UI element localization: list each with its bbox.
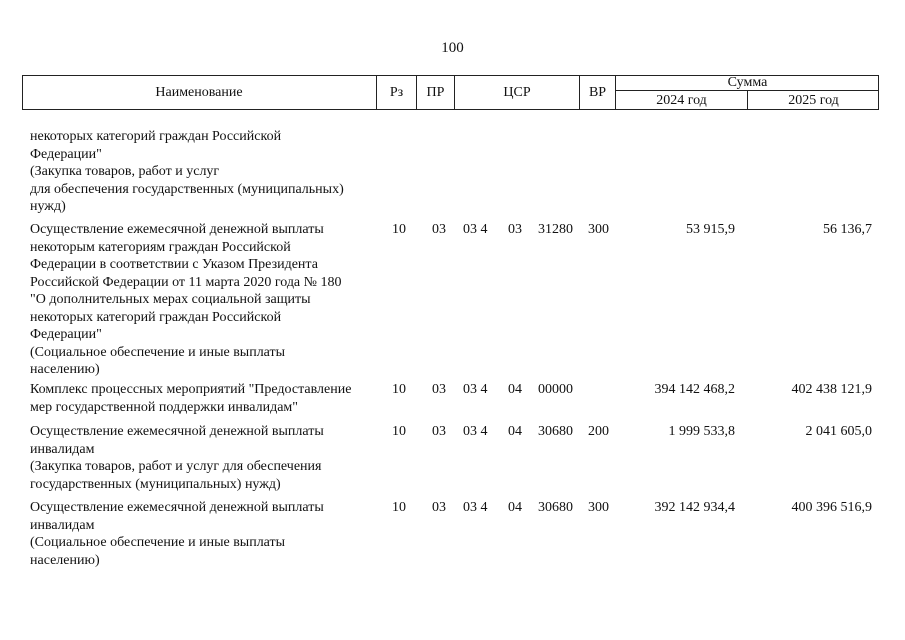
row-csr-direction: 31280 [538,222,573,237]
row-csr-direction: 30680 [538,500,573,515]
header-csr: ЦСР [455,75,580,110]
row-sum-2024: 394 142 468,2 [654,382,735,397]
row-sum-2025: 56 136,7 [823,222,872,237]
row-pr: 03 [432,500,446,515]
header-vr: ВР [580,75,616,110]
row-csr-program: 03 4 [463,382,488,397]
row-vr: 300 [588,222,609,237]
row-sum-2024: 53 915,9 [686,222,735,237]
row-csr-subprogram: 03 [508,222,522,237]
row-pr: 03 [432,424,446,439]
row-sum-2025: 400 396 516,9 [791,500,872,515]
row-pr: 03 [432,382,446,397]
header-pr: ПР [417,75,455,110]
row-name: Осуществление ежемесячной денежной выплаты инвалидам (Социальное обеспечение и иные выплаты населению) [30,500,324,568]
row-vr: 200 [588,424,609,439]
row-name: Осуществление ежемесячной денежной выплаты инвалидам (Закупка товаров, работ и услуг для обеспечения государственных (муниципальных) нужд) [30,424,324,492]
row-sum-2024: 392 142 934,4 [654,500,735,515]
page-number: 100 [441,40,464,56]
row-csr-subprogram: 04 [508,424,522,439]
row-csr-subprogram: 04 [508,500,522,515]
row-sum-2025: 2 041 605,0 [805,424,872,439]
row-name: Комплекс процессных мероприятий "Предоставление мер государственной поддержки инвалидам" [30,382,352,415]
row-rz: 10 [392,382,406,397]
row-pr: 03 [432,222,446,237]
row-name: Осуществление ежемесячной денежной выплаты некоторым категориям граждан Российской Федерации в соответствии с Указом Президента Российской Федерации от 11 марта 2020 года № 180 "О дополнительных мерах социальной защиты некоторых категорий граждан Российской Федерации" (Социальное обеспечение и иные выплаты населению) [30,222,342,377]
row-csr-subprogram: 04 [508,382,522,397]
table-header [22,75,879,110]
row-rz: 10 [392,424,406,439]
header-year-2025: 2025 год [788,92,839,108]
row-vr: 300 [588,500,609,515]
row-rz: 10 [392,500,406,515]
row-csr-program: 03 4 [463,424,488,439]
row-rz: 10 [392,222,406,237]
row-csr-direction: 30680 [538,424,573,439]
header-year-2024: 2024 год [616,91,748,110]
row-csr-direction: 00000 [538,382,573,397]
row-sum-2025: 402 438 121,9 [791,382,872,397]
row-sum-2024: 1 999 533,8 [668,424,735,439]
header-name: Наименование [22,75,377,110]
row-csr-program: 03 4 [463,500,488,515]
header-sum: Сумма [616,75,879,91]
row-name: некоторых категорий граждан Российской Федерации" (Закупка товаров, работ и услуг для обеспечения государственных (муниципальных) нужд) [30,129,344,214]
header-rz: Рз [377,75,417,110]
row-csr-program: 03 4 [463,222,488,237]
